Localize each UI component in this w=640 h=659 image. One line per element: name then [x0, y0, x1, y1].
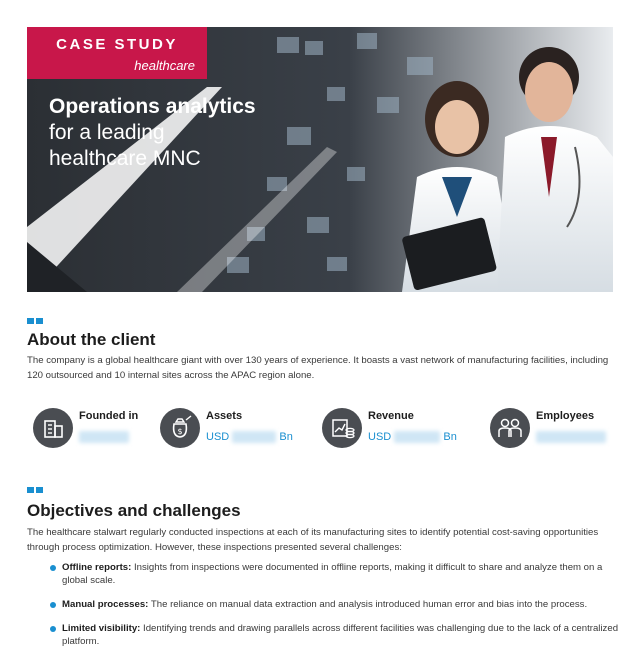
bullet-text: Insights from inspections were documented in offline reports, making it difficult to share and analyze them on a global scale.	[62, 562, 603, 586]
about-heading: About the client	[27, 330, 156, 349]
bullet-title: Limited visibility:	[62, 623, 141, 634]
list-item	[50, 561, 620, 587]
stat-value	[368, 431, 457, 443]
bullet-text: The reliance on manual data extraction and analysis introduced human error and bias into the process.	[148, 599, 588, 610]
case-study-tag	[27, 27, 207, 79]
stat-value	[536, 431, 606, 443]
bullet-title: Manual processes:	[62, 599, 149, 610]
stat-suffix: Bn	[443, 431, 457, 443]
tag-subtitle: healthcare	[134, 58, 195, 73]
list-item	[50, 598, 620, 611]
svg-text:$: $	[177, 427, 183, 436]
hero-title-line-3: healthcare MNC	[49, 147, 201, 170]
money-bag-icon	[160, 408, 200, 448]
stat-label: Revenue	[368, 410, 414, 422]
stat-value	[79, 431, 129, 443]
hero-title	[49, 93, 256, 172]
stat-label: Employees	[536, 410, 595, 422]
stat-label: Founded in	[79, 410, 139, 422]
section-marker	[27, 318, 43, 324]
section-marker	[27, 487, 43, 493]
tag-title: CASE STUDY	[56, 36, 178, 53]
revenue-chart-icon	[322, 408, 362, 448]
stat-prefix: USD	[206, 431, 230, 443]
stat-label: Assets	[206, 410, 243, 422]
people-icon	[490, 408, 530, 448]
bullet-text: Identifying trends and drawing parallels across different facilities was challenging due to the lack of a centralized platform.	[62, 623, 619, 647]
stat-prefix: USD	[368, 431, 392, 443]
challenges-list	[50, 561, 620, 659]
stat-value	[206, 431, 293, 443]
bullet-title: Offline reports:	[62, 562, 132, 573]
stat-suffix: Bn	[279, 431, 293, 443]
objectives-heading: Objectives and challenges	[27, 501, 241, 520]
building-icon	[33, 408, 73, 448]
hero-title-line-1: Operations analytics	[49, 95, 256, 118]
hero-title-line-2: for a leading	[49, 121, 165, 144]
hero-banner	[27, 27, 613, 292]
list-item	[50, 622, 620, 648]
objectives-paragraph: The healthcare stalwart regularly conducted inspections at each of its manufacturing sites to identify potential cost-saving opportunities through process optimization. However, these inspections presented several challenges:	[27, 527, 599, 553]
about-paragraph: The company is a global healthcare giant with over 130 years of experience. It boasts a vast network of manufacturing facilities, including 120 outsourced and 10 internal sites across the APAC region alone.	[27, 355, 609, 381]
